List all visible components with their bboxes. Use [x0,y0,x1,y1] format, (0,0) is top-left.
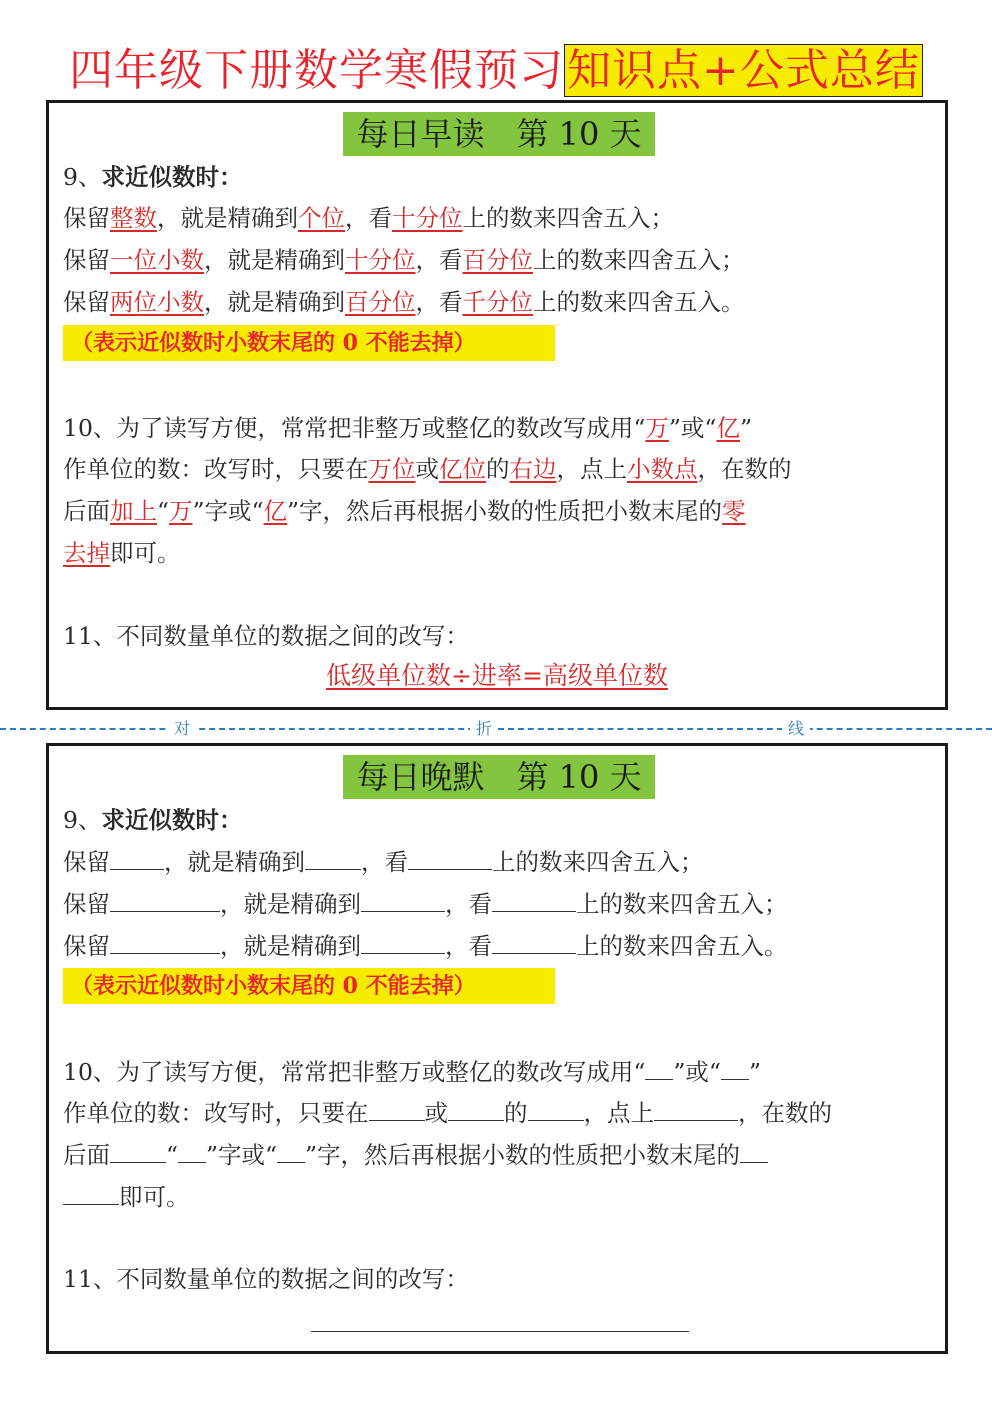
fill-blank[interactable] [448,1097,504,1121]
fill-blank[interactable] [361,930,445,954]
fold-label-dui: 对 [168,718,196,740]
fill-blank[interactable] [110,930,220,954]
section-10-line-3: 后面加上“万”字或“亿”字，然后再根据小数的性质把小数末尾的零 [63,497,746,525]
fill-blank[interactable] [492,930,576,954]
section-10-line-2: 作单位的数：改写时，只要在万位或亿位的右边，点上小数点，在数的 [63,455,792,483]
fill-blank[interactable] [721,1056,749,1080]
rounding-rule-one-decimal-blank: 保留 ，就是精确到 ，看 上的数来四舍五入； [63,890,788,918]
fill-blank[interactable] [277,1139,305,1163]
fill-blank[interactable] [110,1139,166,1163]
fill-blank[interactable] [408,846,492,870]
section-9-title: 9、求近似数时： [63,806,243,834]
fill-blank[interactable] [305,846,361,870]
fold-label-zhe: 折 [470,718,498,740]
section-10-line-4-blank: 即可。 [63,1181,190,1212]
fill-blank[interactable] [654,1097,738,1121]
section-11-title: 11、不同数量单位的数据之间的改写： [63,1265,469,1293]
rounding-rule-one-decimal: 保留一位小数，就是精确到十分位，看百分位上的数来四舍五入； [63,246,745,274]
fill-blank[interactable] [740,1139,768,1163]
section-10-line-1-blank: 10、为了读写方便，常常把非整万或整亿的数改写成用“ ”或“ ” [63,1058,761,1086]
evening-recall-box [46,743,948,1354]
section-10-line-1: 10、为了读写方便，常常把非整万或整亿的数改写成用“万”或“亿” [63,414,752,442]
highlight-note: （表示近似数时小数末尾的 0 不能去掉） [63,325,555,361]
fill-blank[interactable] [645,1056,673,1080]
fill-blank[interactable] [361,888,445,912]
fill-blank[interactable] [492,888,576,912]
title-highlight: 知识点+公式总结 [564,44,923,97]
section-11-title: 11、不同数量单位的数据之间的改写： [63,622,469,650]
rounding-rule-integer-blank: 保留 ，就是精确到 ，看 上的数来四舍五入； [63,848,704,876]
fill-blank[interactable] [63,1181,119,1205]
morning-heading: 每日早读 第 10 天 [343,112,655,156]
conversion-formula: 低级单位数÷进率=高级单位数 [326,661,668,690]
rounding-rule-two-decimals-blank: 保留 ，就是精确到 ，看 上的数来四舍五入。 [63,932,788,960]
fold-label-xian: 线 [782,718,810,740]
rounding-rule-two-decimals: 保留两位小数，就是精确到百分位，看千分位上的数来四舍五入。 [63,288,745,316]
rounding-rule-integer: 保留整数，就是精确到个位，看十分位上的数来四舍五入； [63,204,674,232]
fill-blank[interactable] [369,1097,425,1121]
fill-blank[interactable] [110,888,220,912]
highlight-note: （表示近似数时小数末尾的 0 不能去掉） [63,968,555,1004]
fold-line [0,718,992,740]
section-9-title: 9、求近似数时： [63,163,243,191]
title-main: 四年级下册数学寒假预习 [69,45,565,96]
morning-reading-box [46,100,948,710]
fill-blank[interactable] [178,1139,206,1163]
formula-answer-line[interactable] [311,1330,689,1332]
section-10-line-4: 去掉即可。 [63,539,181,567]
section-10-line-2-blank: 作单位的数：改写时，只要在 或 的 ，点上 ，在数的 [63,1099,832,1127]
page-title [0,40,992,102]
section-10-line-3-blank: 后面 “ ”字或“ ”字，然后再根据小数的性质把小数末尾的 [63,1139,768,1170]
fill-blank[interactable] [110,846,164,870]
fill-blank[interactable] [528,1097,584,1121]
evening-heading: 每日晚默 第 10 天 [343,755,655,799]
